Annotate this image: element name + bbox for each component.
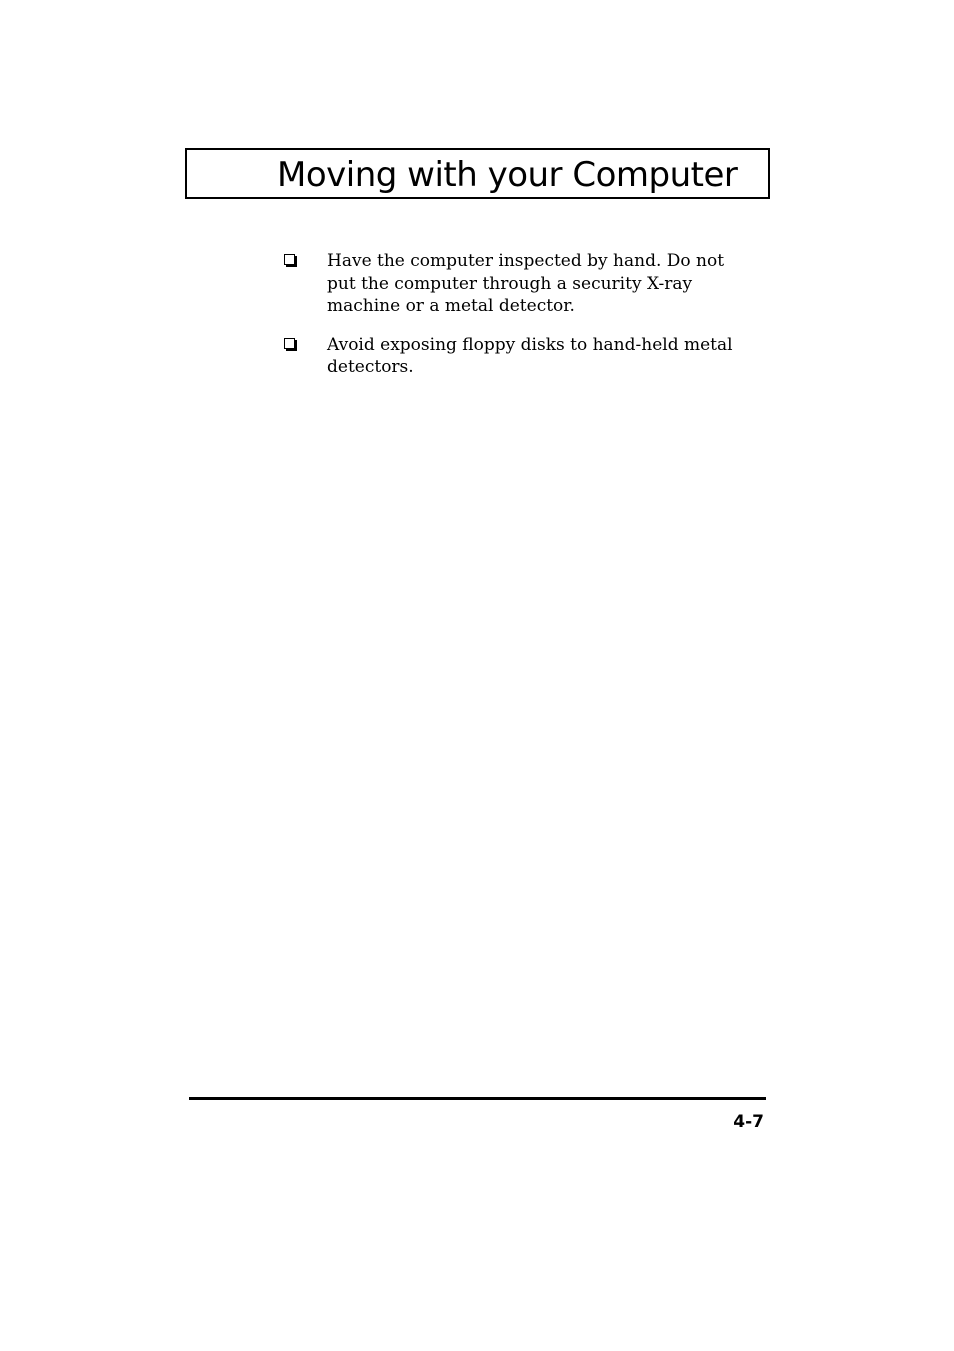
list-item (282, 250, 752, 318)
footer-divider (189, 1097, 766, 1100)
chapter-title-box (185, 148, 770, 199)
bullet-text: Have the computer inspected by hand. Do not put the computer through a security X-ray machine or a metal detector. (327, 251, 725, 316)
bullet-text: Avoid exposing floppy disks to hand-held metal detectors. (327, 334, 733, 377)
page-number: 4-7 (733, 1112, 764, 1132)
bullet-list (282, 250, 752, 395)
checkbox-icon (284, 338, 295, 349)
chapter-title: Moving with your Computer (277, 155, 738, 195)
checkbox-icon (284, 254, 295, 265)
list-item (282, 334, 752, 379)
